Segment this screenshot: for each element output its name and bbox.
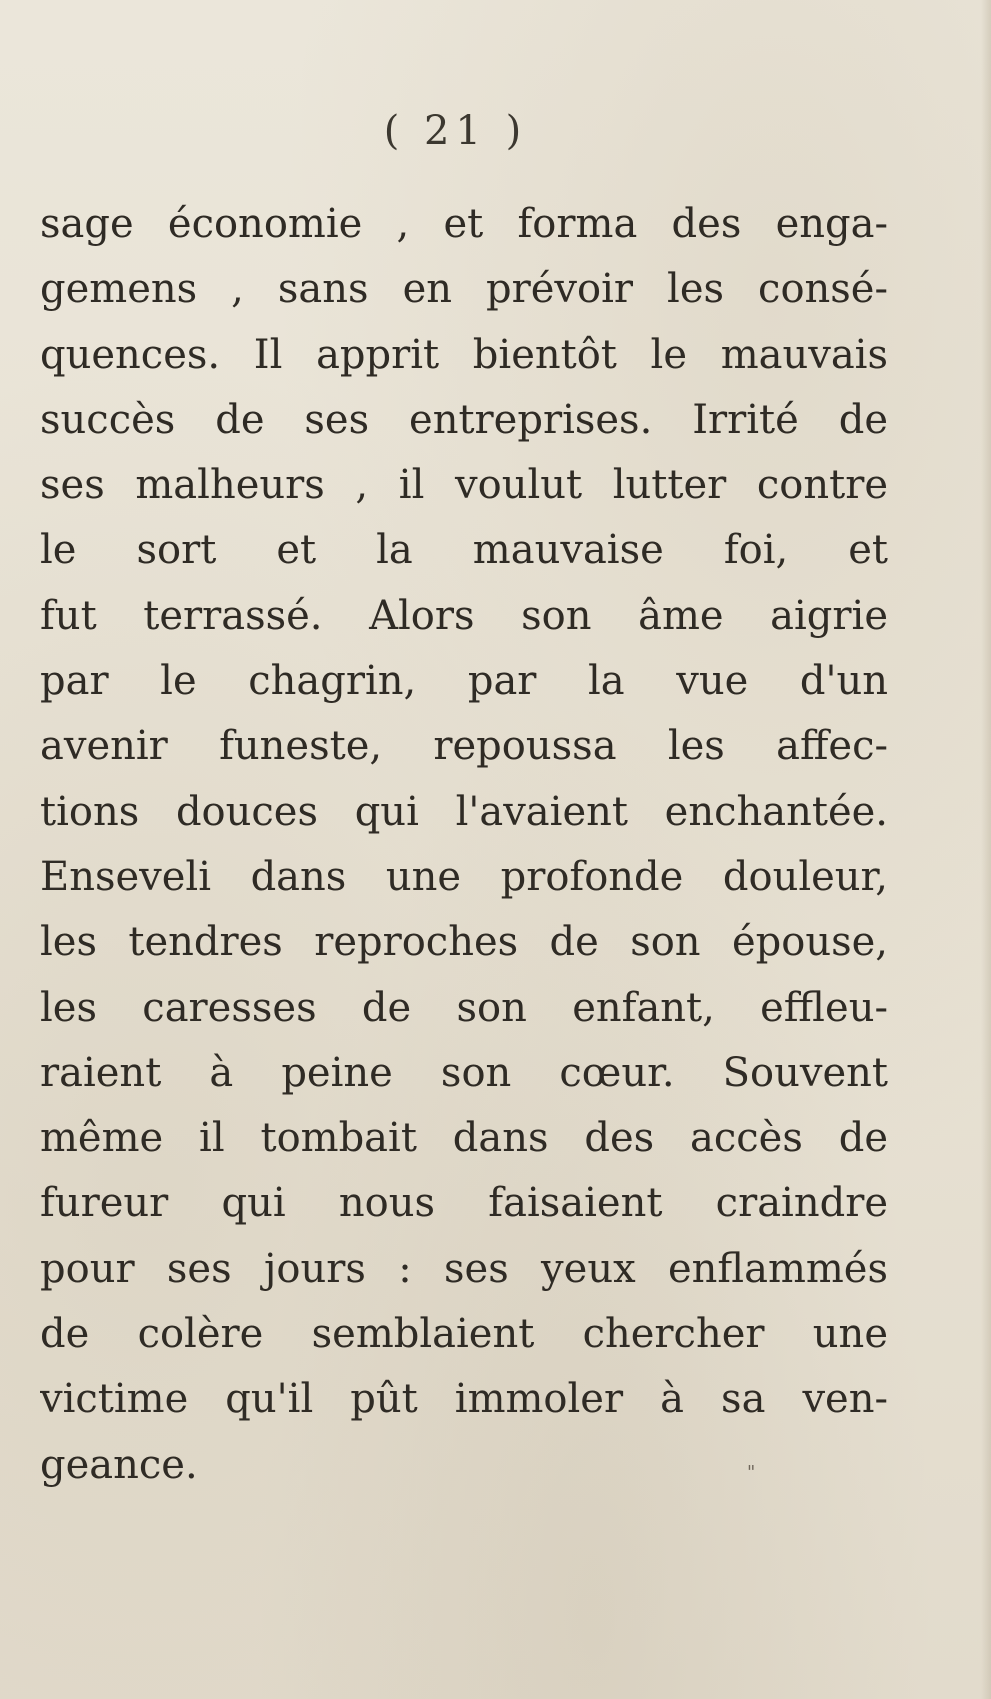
text-line: raient à peine son cœur. Souvent (40, 1049, 888, 1096)
text-line: gemens , sans en prévoir les consé- (40, 266, 888, 313)
text-line: ses malheurs , il voulut lutter contre (40, 462, 888, 509)
text-line: avenir funeste, repoussa les affec- (40, 723, 888, 770)
text-line-final: geance. (40, 1441, 198, 1488)
text-line: par le chagrin, par la vue d'un (40, 658, 888, 705)
stray-ink-mark: " (747, 1462, 756, 1483)
page-edge-shadow (981, 0, 991, 1699)
text-line: même il tombait dans des accès de (40, 1115, 888, 1162)
text-line: fut terrassé. Alors son âme aigrie (40, 592, 888, 639)
text-line: victime qu'il pût immoler à sa ven- (40, 1376, 888, 1423)
text-line: les tendres reproches de son épouse, (40, 919, 888, 966)
text-line: de colère semblaient chercher une (40, 1311, 888, 1358)
page-number: ( 21 ) (383, 108, 528, 154)
text-line: fureur qui nous faisaient craindre (40, 1180, 888, 1227)
body-text (40, 192, 888, 1498)
text-line: tions douces qui l'avaient enchantée. (40, 788, 888, 835)
text-line: pour ses jours : ses yeux enflammés (40, 1245, 888, 1292)
text-line: succès de ses entreprises. Irrité de (40, 396, 888, 443)
text-line: le sort et la mauvaise foi, et (40, 527, 888, 574)
text-line: sage économie , et forma des enga- (40, 201, 888, 247)
text-line: Enseveli dans une profonde douleur, (40, 853, 888, 900)
text-line: les caresses de son enfant, effleu- (40, 984, 888, 1031)
text-line: quences. Il apprit bientôt le mauvais (40, 331, 888, 378)
